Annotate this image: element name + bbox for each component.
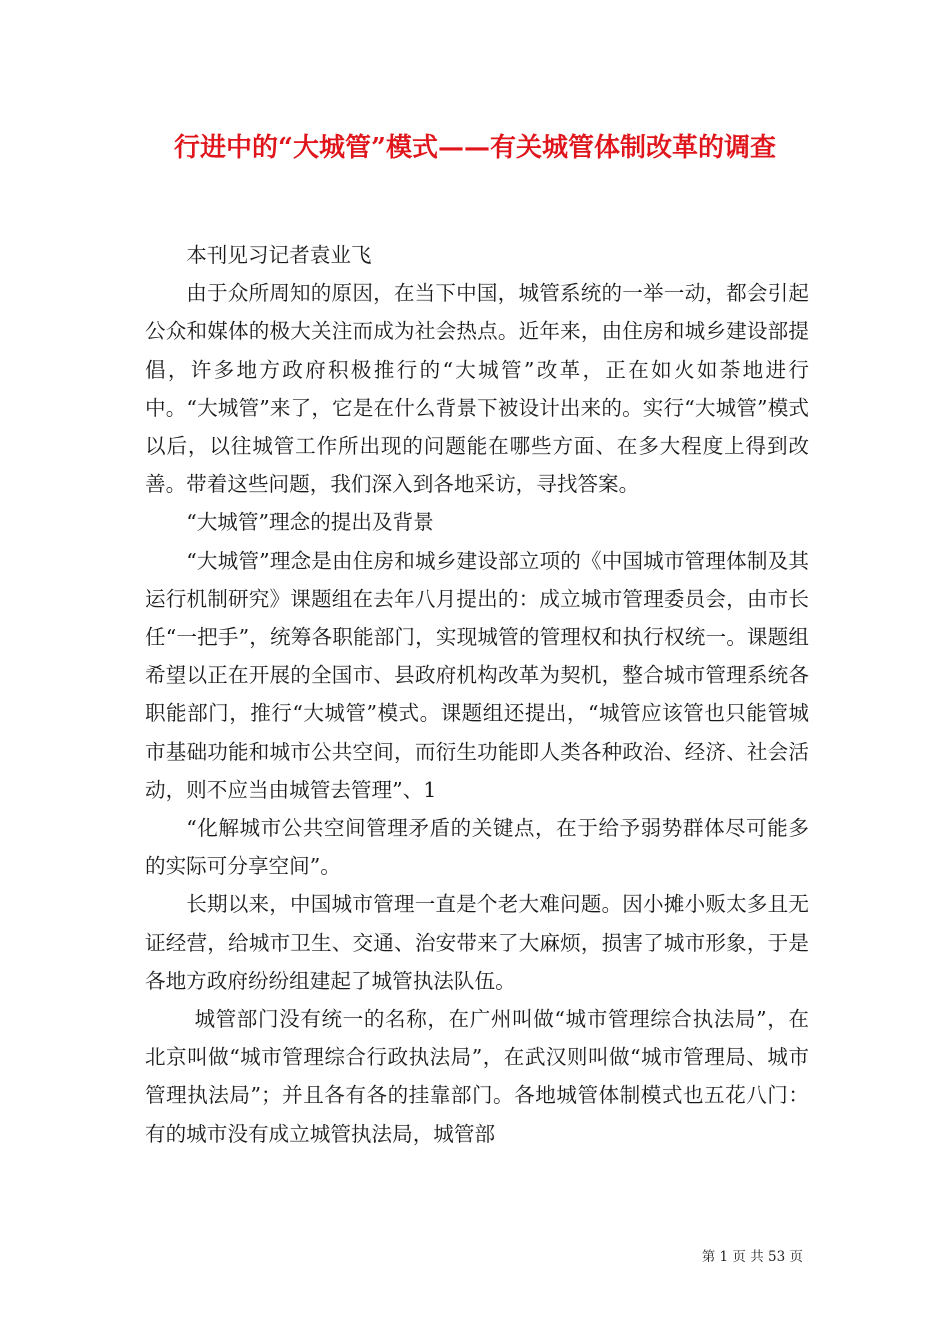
- author-line: 本刊见习记者袁业飞: [186, 243, 372, 267]
- section-heading: “大城管”理念的提出及背景: [186, 510, 434, 535]
- paragraph: 由于众所周知的原因，在当下中国，城管系统的一举一动，都会引起公众和媒体的极大关注而成为社会热点。近年来，由住房和城乡建设部提倡，许多地方政府积极推行的“大城管”改革，正在如火如荼地进行中。“大城管”来了，它是在什么背景下被设计出来的。实行“大城管”模式以后，以往城管工作所出现的问题能在哪些方面、在多大程度上得到改善。带着这些问题，我们深入到各地采访，寻找答案。: [145, 281, 809, 497]
- page-number: 第 1 页 共 53 页: [701, 1249, 803, 1265]
- paragraph: 城管部门没有统一的名称，在广州叫做“城市管理综合执法局”，在北京叫做“城市管理综合行政执法局”，在武汉则叫做“城市管理局、城市管理执法局”；并且各有各的挂靠部门。各地城管体制模式也五花八门：有的城市没有成立城管执法局，城管部: [145, 1007, 809, 1146]
- paragraph: 长期以来，中国城市管理一直是个老大难问题。因小摊小贩太多且无证经营，给城市卫生、交通、治安带来了大麻烦，损害了城市形象，于是各地方政府纷纷组建起了城管执法队伍。: [145, 892, 809, 993]
- document-title: 行进中的“大城管”模式——有关城管体制改革的调查: [174, 133, 776, 163]
- paragraph: “大城管”理念是由住房和城乡建设部立项的《中国城市管理体制及其运行机制研究》课题组在去年八月提出的：成立城市管理委员会，由市长任“一把手”，统筹各职能部门，实现城管的管理权和执行权统一。课题组希望以正在开展的全国市、县政府机构改革为契机，整合城市管理系统各职能部门，推行“大城管”模式。课题组还提出，“城管应该管也只能管城市基础功能和城市公共空间，而衍生功能即人类各种政治、经济、社会活动，则不应当由城管去管理”、1: [145, 548, 809, 802]
- paragraph: “化解城市公共空间管理矛盾的关键点，在于给予弱势群体尽可能多的实际可分享空间”。: [145, 816, 809, 879]
- document-body: [145, 236, 809, 1153]
